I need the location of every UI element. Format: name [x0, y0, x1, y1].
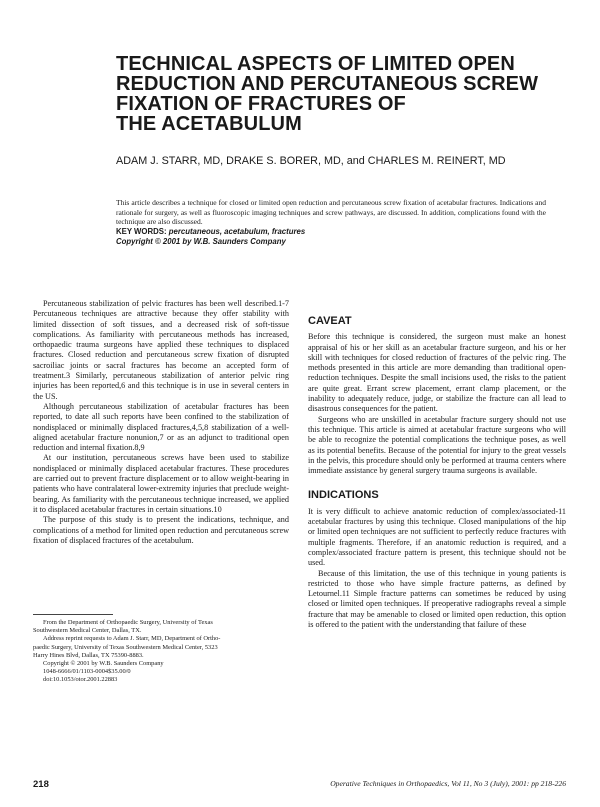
- keywords: [116, 227, 546, 237]
- abstract-text: This article describes a technique for closed or limited open reduction and percutaneous screw fixation of acetabular fractures. Indications and rationale for surgery, as well as fluoroscopic imaging techniques and screw pathways, are discussed. In addition, complications found with the technique are also discussed.: [116, 198, 546, 227]
- body-paragraph: Before this technique is considered, the surgeon must make an honest appraisal of his or her skill as an acetabular fracture surgeon, and his or her skill with techniques for closed reduction of fractures of the pelvic ring. The methods presented in this article are more demanding than traditional open-reduction techniques. Despite the small incisions used, the risks to the patient are quite great. Errant screw placement, errant clamp placement, or the inability to adequately reduce, judge, or stabilize the fracture can all lead to disastrous consequences for the patient.: [308, 332, 566, 414]
- page-number: 218: [33, 779, 49, 790]
- footnote-line: Harry Hines Blvd, Dallas, TX 75390-8883.: [33, 651, 144, 659]
- abstract: [116, 198, 546, 247]
- footnote: [33, 619, 289, 685]
- footnote-rule: [33, 614, 113, 615]
- section-heading-indications: INDICATIONS: [308, 489, 379, 502]
- keywords-value: percutaneous, acetabulum, fractures: [168, 226, 306, 236]
- body-paragraph: The purpose of this study is to present the indications, technique, and complications of a method for limited open reduction and percutaneous screw fixation of displaced fractures of the acetabulum.: [33, 515, 289, 545]
- footnote-line: From the Department of Orthopaedic Surgery, University of Texas: [43, 619, 213, 626]
- footnote-line: doi:10.1053/otor.2001.22883: [43, 676, 118, 684]
- footnote-line: 1048-6666/01/1103-0004$35.00/0: [43, 668, 131, 676]
- footnote-line: Southwestern Medical Center, Dallas, TX.: [33, 627, 142, 635]
- article-title: [116, 54, 556, 134]
- body-paragraph: It is very difficult to achieve anatomic reduction of complex/associated-11 acetabular fractures by using this technique. Closed manipulations of the hip or limited open techniques are not sufficient to perfectly reduce fractures with multiple fragments. Therefore, if an anatomic reduction is required, and a complex/associated fracture pattern is present, this technique should not be used.: [308, 506, 566, 568]
- keywords-label: KEY WORDS:: [116, 226, 167, 236]
- copyright-notice: Copyright © 2001 by W.B. Saunders Company: [116, 236, 286, 246]
- title-line: THE ACETABULUM: [116, 113, 302, 135]
- footnote-line: Address reprint requests to Adam J. Starr, MD, Department of Ortho-: [43, 635, 221, 643]
- title-line: REDUCTION AND PERCUTANEOUS SCREW: [116, 73, 539, 95]
- body-paragraph: Although percutaneous stabilization of acetabular fractures has been reported, to date all such reports have been confined to the stabilization of nondisplaced or minimally displaced fractures,4,5,8 stabilization of a well-aligned acetabular fracture nonunion,7 or as an adjunct to traditional open reduction and internal fixation.8,9: [33, 401, 289, 453]
- body-paragraph: At our institution, percutaneous screws have been used to stabilize nondisplaced or minimally displaced acetabular fractures. These procedures are carried out to prevent fracture displacement or to allow weight-bearing in patients who have contralateral lower-extremity injuries that preclude weight-bearing. As familiarity with the percutaneous technique increased, we applied it to displaced acetabular fractures in certain situations.10: [33, 453, 289, 514]
- footnote-line: Copyright © 2001 by W.B. Saunders Company: [43, 660, 164, 668]
- journal-citation: Operative Techniques in Orthopaedics, Vol 11, No 3 (July), 2001: pp 218-226: [330, 779, 566, 788]
- title-line: FIXATION OF FRACTURES OF: [116, 93, 406, 115]
- right-column: [308, 316, 566, 630]
- body-paragraph: Percutaneous stabilization of pelvic fractures has been well described.1-7 Percutaneous techniques are attractive because they offer stability with limited dissection of soft tissues, and a decreased risk of soft-tissue complications. As familiarity with percutaneous methods has increased, orthopaedic trauma surgeons have applied these techniques to displaced fractures. Closed reduction and percutaneous screw fixation of disrupted sacroiliac joints or sacral fractures has become an accepted form of treatment.3 Similarly, percutaneous stabilization of anterior pelvic ring injuries has been reported,6 and this technique is in use in several centers in the US.: [33, 299, 289, 401]
- body-paragraph: Surgeons who are unskilled in acetabular fracture surgery should not use this technique. This article is aimed at acetabular fracture surgeons who will be able to recognize the potential complications the technique poses, as well as its potential benefits. Because of the potential for injury to the great vessels in the pelvis, this procedure should only be performed at trauma centers where immediate assistance by general surgery trauma surgeons is available.: [308, 414, 566, 476]
- author-list: ADAM J. STARR, MD, DRAKE S. BORER, MD, and CHARLES M. REINERT, MD: [116, 155, 506, 167]
- left-column: [33, 299, 289, 546]
- footnote-line: paedic Surgery, University of Texas Southwestern Medical Center, 5323: [33, 643, 218, 651]
- body-paragraph: Because of this limitation, the use of this technique in young patients is restricted to those who have simple fracture patterns, as defined by Letournel.11 Simple fracture patterns can sometimes be reduced by using closed or limited open techniques. If preoperative radiographs reveal a simple fracture that may be amenable to closed or limited open reduction, this option is offered to the patient with the understanding that failure of these: [308, 568, 566, 630]
- section-heading-caveat: CAVEAT: [308, 315, 352, 327]
- title-line: TECHNICAL ASPECTS OF LIMITED OPEN: [116, 53, 515, 75]
